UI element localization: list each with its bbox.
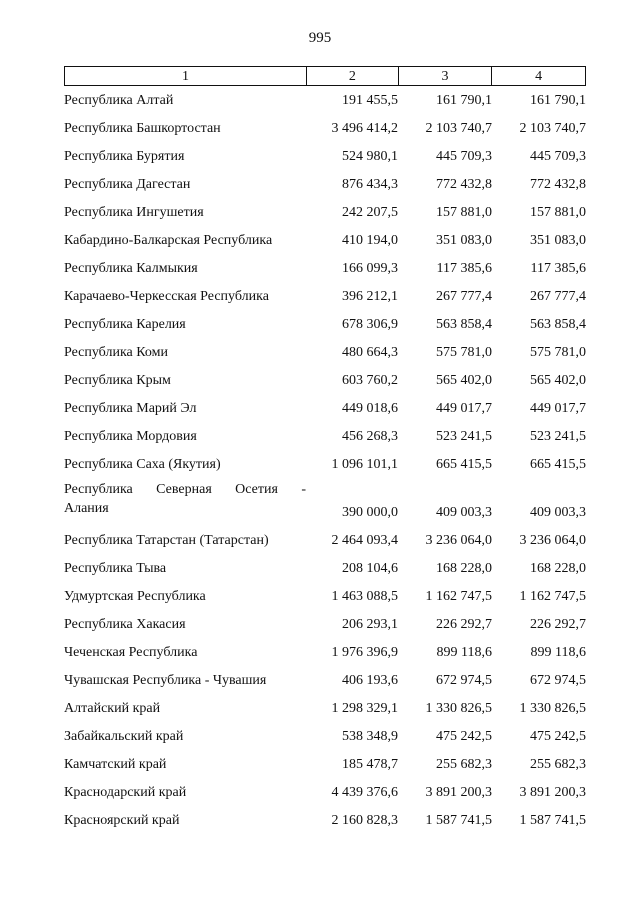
value-col-2-cell: 524 980,1 [342,149,398,164]
table-row [64,695,586,723]
table-row [64,283,586,311]
table-row [64,611,586,639]
table-row [64,255,586,283]
value-col-2-cell: 242 207,5 [342,205,398,220]
value-col-3-cell: 899 118,6 [436,645,492,660]
region-name-cell: Республика Хакасия [64,617,186,632]
region-name-cell: Республика Коми [64,345,168,360]
value-col-2-cell: 185 478,7 [342,757,398,772]
value-col-3-cell: 523 241,5 [436,429,492,444]
value-col-4-cell: 665 415,5 [530,457,586,472]
value-col-4-cell: 161 790,1 [530,93,586,108]
value-col-2-cell: 2 160 828,3 [331,813,398,828]
value-col-3-cell: 565 402,0 [436,373,492,388]
table-row [64,527,586,555]
value-col-4-cell: 475 242,5 [530,729,586,744]
value-col-4-cell: 117 385,6 [530,261,586,276]
table-row [64,779,586,807]
value-col-4-cell: 445 709,3 [530,149,586,164]
value-col-4-cell: 3 236 064,0 [519,533,586,548]
value-col-4-cell: 1 162 747,5 [519,589,586,604]
value-col-3-cell: 255 682,3 [436,757,492,772]
table-row [64,723,586,751]
value-col-3-cell: 157 881,0 [436,205,492,220]
region-name-line-1: Республика Северная Осетия - [64,482,306,497]
table-row [64,751,586,779]
column-header-4: 4 [491,67,585,85]
value-col-4-cell: 3 891 200,3 [519,785,586,800]
value-col-3-cell: 161 790,1 [436,93,492,108]
value-col-2-cell: 406 193,6 [342,673,398,688]
table-row [64,171,586,199]
table-row [64,479,586,527]
region-name-cell: Удмуртская Республика [64,589,206,604]
table-row [64,311,586,339]
value-col-3-cell: 226 292,7 [436,617,492,632]
value-col-2-cell: 678 306,9 [342,317,398,332]
value-col-3-cell: 1 587 741,5 [425,813,492,828]
value-col-2-cell: 1 298 329,1 [331,701,398,716]
region-name-cell: Республика Крым [64,373,171,388]
value-col-3-cell: 563 858,4 [436,317,492,332]
value-col-3-cell: 772 432,8 [436,177,492,192]
value-col-2-cell: 166 099,3 [342,261,398,276]
value-col-2-cell: 208 104,6 [342,561,398,576]
value-col-4-cell: 255 682,3 [530,757,586,772]
value-col-3-cell: 3 236 064,0 [425,533,492,548]
value-col-2-cell: 3 496 414,2 [331,121,398,136]
value-col-3-cell: 2 103 740,7 [425,121,492,136]
table-row [64,87,586,115]
value-col-2-cell: 206 293,1 [342,617,398,632]
value-col-4-cell: 226 292,7 [530,617,586,632]
table-row [64,143,586,171]
value-col-2-cell: 876 434,3 [342,177,398,192]
value-col-4-cell: 565 402,0 [530,373,586,388]
value-col-3-cell: 1 330 826,5 [425,701,492,716]
region-name-cell: Камчатский край [64,757,167,772]
value-col-3-cell: 117 385,6 [436,261,492,276]
value-col-4-cell: 351 083,0 [530,233,586,248]
table-row [64,639,586,667]
region-name-cell: Республика Дагестан [64,177,191,192]
table-row [64,667,586,695]
table-row [64,199,586,227]
region-name-cell: Республика Бурятия [64,149,185,164]
value-col-2-cell: 603 760,2 [342,373,398,388]
column-header-1: 1 [182,69,190,84]
region-name-cell: Чувашская Республика - Чувашия [64,673,267,688]
value-col-4-cell: 449 017,7 [530,401,586,416]
region-name-cell: Чеченская Республика [64,645,198,660]
region-name-line-2: Алания [64,501,109,516]
value-col-3-cell: 409 003,3 [436,505,492,520]
value-col-3-cell: 1 162 747,5 [425,589,492,604]
value-col-3-cell: 475 242,5 [436,729,492,744]
value-col-2-cell: 480 664,3 [342,345,398,360]
region-name-cell: Красноярский край [64,813,180,828]
value-col-4-cell: 157 881,0 [530,205,586,220]
value-col-2-cell: 410 194,0 [342,233,398,248]
region-name-cell: Алтайский край [64,701,161,716]
table-row [64,395,586,423]
table-row [64,555,586,583]
value-col-2-cell: 1 096 101,1 [331,457,398,472]
value-col-2-cell: 1 976 396,9 [331,645,398,660]
region-name-cell: Республика Ингушетия [64,205,204,220]
value-col-4-cell: 523 241,5 [530,429,586,444]
region-name-cell: Республика Калмыкия [64,261,198,276]
value-col-2-cell: 538 348,9 [342,729,398,744]
value-col-4-cell: 772 432,8 [530,177,586,192]
region-name-cell: Республика Тыва [64,561,167,576]
value-col-2-cell: 396 212,1 [342,289,398,304]
table-row [64,423,586,451]
table-row [64,339,586,367]
value-col-4-cell: 672 974,5 [530,673,586,688]
value-col-3-cell: 575 781,0 [436,345,492,360]
region-name-cell: Забайкальский край [64,729,184,744]
table-row [64,227,586,255]
table-body [64,86,586,835]
value-col-3-cell: 449 017,7 [436,401,492,416]
region-name-cell: Республика Саха (Якутия) [64,457,221,472]
region-name-cell: Кабардино-Балкарская Республика [64,233,273,248]
value-col-4-cell: 409 003,3 [530,505,586,520]
region-name-cell [64,479,306,527]
value-col-4-cell: 575 781,0 [530,345,586,360]
table-row [64,367,586,395]
value-col-2-cell: 456 268,3 [342,429,398,444]
table-row [64,115,586,143]
value-col-4-cell: 1 587 741,5 [519,813,586,828]
value-col-3-cell: 267 777,4 [436,289,492,304]
table-header [64,66,586,86]
value-col-2-cell: 191 455,5 [342,93,398,108]
value-col-4-cell: 2 103 740,7 [519,121,586,136]
region-name-cell: Республика Башкортостан [64,121,221,136]
value-col-2-cell: 449 018,6 [342,401,398,416]
value-col-2-cell: 1 463 088,5 [331,589,398,604]
value-col-3-cell: 445 709,3 [436,149,492,164]
region-name-cell: Республика Мордовия [64,429,197,444]
region-name-cell: Краснодарский край [64,785,187,800]
value-col-3-cell: 665 415,5 [436,457,492,472]
value-col-4-cell: 563 858,4 [530,317,586,332]
region-name-cell: Республика Татарстан (Татарстан) [64,533,269,548]
region-name-cell: Республика Карелия [64,317,186,332]
value-col-4-cell: 899 118,6 [530,645,586,660]
value-col-3-cell: 3 891 200,3 [425,785,492,800]
column-header-2: 2 [306,67,398,85]
region-name-cell: Республика Алтай [64,93,174,108]
table-row [64,807,586,835]
page-number: 995 [308,30,332,46]
table-row [64,583,586,611]
value-col-2-cell: 4 439 376,6 [331,785,398,800]
value-col-3-cell: 351 083,0 [436,233,492,248]
budget-table [64,66,586,835]
region-name-cell: Республика Марий Эл [64,401,197,416]
value-col-4-cell: 1 330 826,5 [519,701,586,716]
region-name-cell: Карачаево-Черкесская Республика [64,289,269,304]
table-row [64,451,586,479]
value-col-4-cell: 168 228,0 [530,561,586,576]
value-col-3-cell: 168 228,0 [436,561,492,576]
value-col-4-cell: 267 777,4 [530,289,586,304]
column-header-3: 3 [398,67,492,85]
value-col-2-cell: 2 464 093,4 [331,533,398,548]
value-col-2-cell: 390 000,0 [342,505,398,520]
value-col-3-cell: 672 974,5 [436,673,492,688]
